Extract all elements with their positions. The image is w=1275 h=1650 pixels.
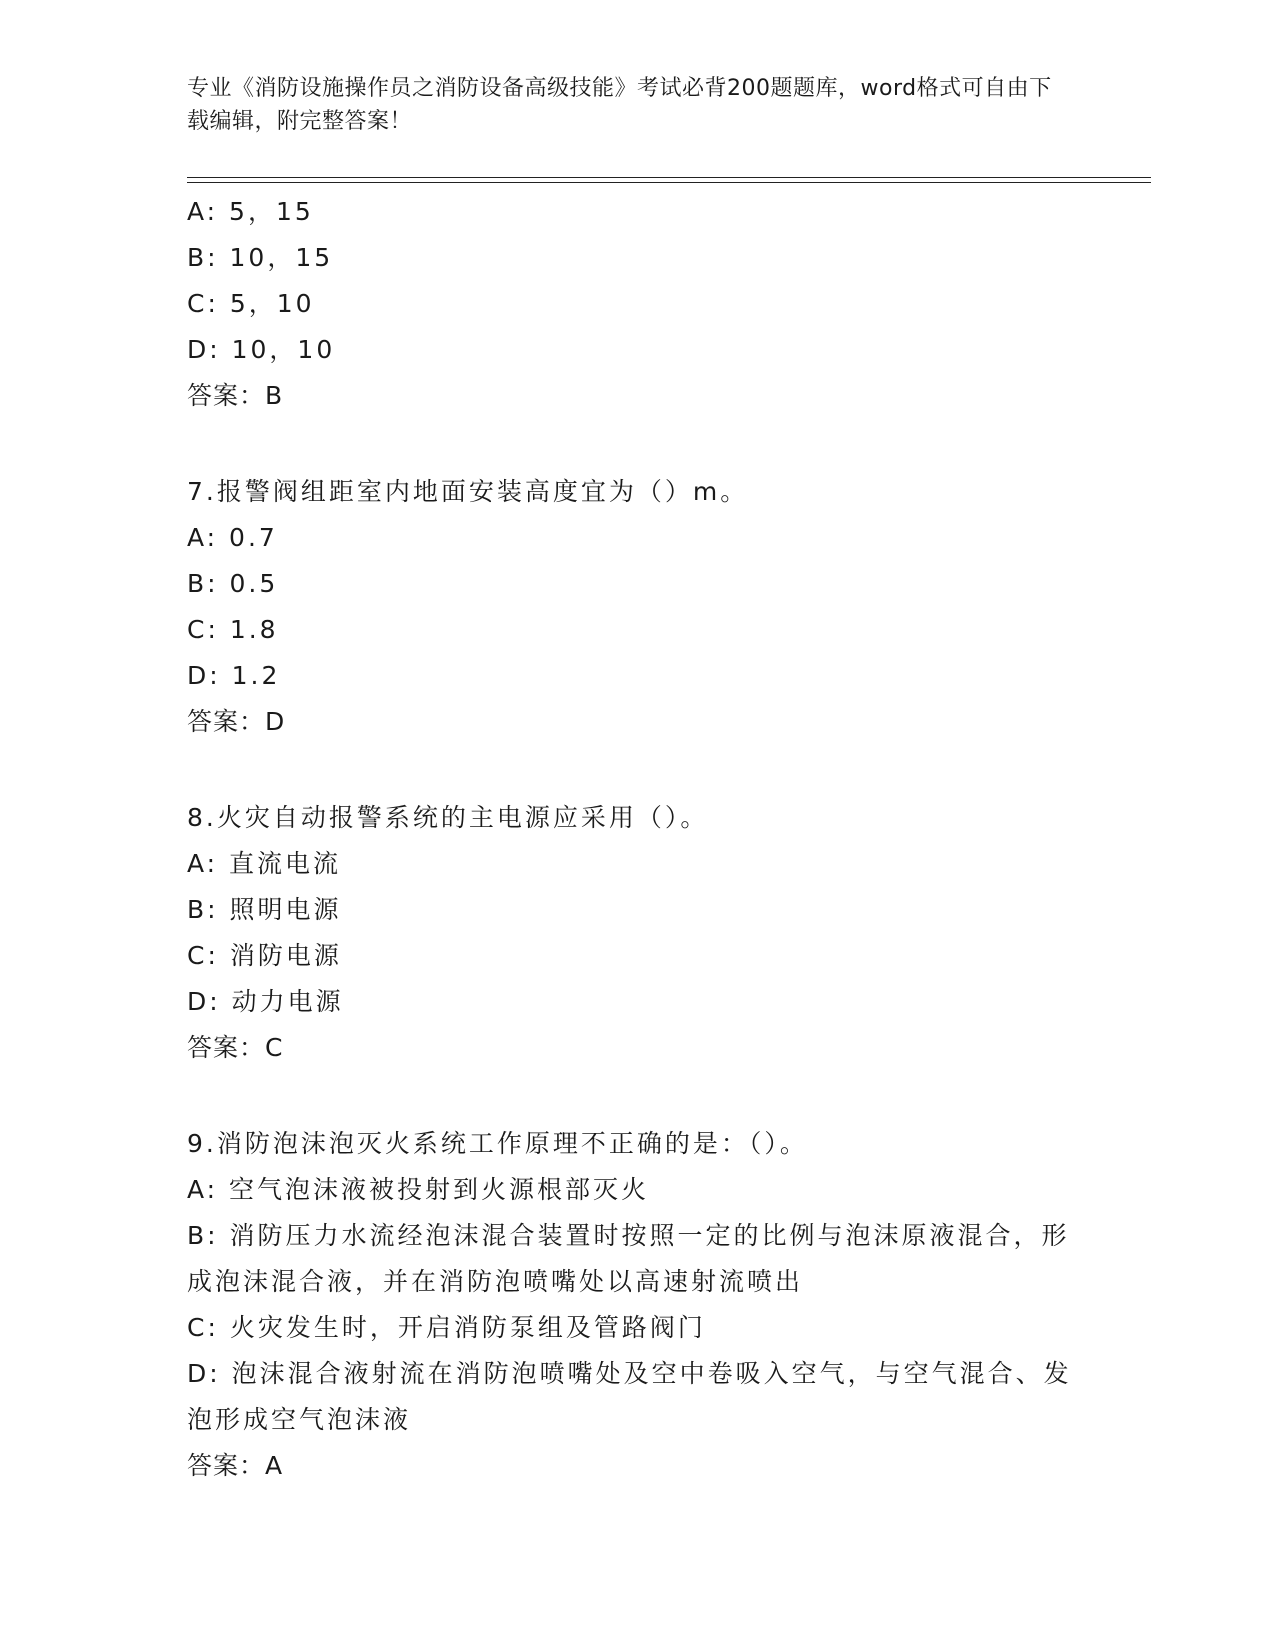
document-body (187, 189, 1087, 1489)
option-a: A: 空气泡沫液被投射到火源根部灭火 (187, 1175, 650, 1204)
option-d: D: 泡沫混合液射流在消防泡喷嘴处及空中卷吸入空气，与空气混合、发泡形成空气泡沫液 (187, 1359, 1072, 1434)
answer: 答案：C (187, 1033, 284, 1062)
option-a: A: 5，15 (187, 197, 314, 226)
question-7-block (187, 469, 1087, 745)
option-d: D: 1.2 (187, 661, 281, 690)
document-header: 专业《消防设施操作员之消防设备高级技能》考试必背200题题库，word格式可自由下载编辑，附完整答案！ (187, 76, 1052, 134)
header-rule-top (187, 177, 1151, 178)
question-text: 8.火灾自动报警系统的主电源应采用（）。 (187, 803, 709, 832)
option-d: D: 动力电源 (187, 987, 344, 1016)
option-c: C: 消防电源 (187, 941, 342, 970)
option-c: C: 火灾发生时，开启消防泵组及管路阀门 (187, 1313, 706, 1342)
answer: 答案：B (187, 381, 284, 410)
question-text: 7.报警阀组距室内地面安装高度宜为（）m。 (187, 477, 749, 506)
option-a: A: 0.7 (187, 523, 278, 552)
option-b: B: 10，15 (187, 243, 334, 272)
answer: 答案：D (187, 707, 286, 736)
question-6-block (187, 189, 1087, 419)
header-rule-bottom (187, 182, 1151, 183)
option-c: C: 5，10 (187, 289, 315, 318)
option-b: B: 照明电源 (187, 895, 342, 924)
option-d: D: 10，10 (187, 335, 336, 364)
question-text: 9.消防泡沫泡灭火系统工作原理不正确的是：（）。 (187, 1129, 808, 1158)
question-9-block (187, 1121, 1087, 1489)
option-b: B: 0.5 (187, 569, 279, 598)
option-c: C: 1.8 (187, 615, 279, 644)
option-a: A: 直流电流 (187, 849, 342, 878)
question-8-block (187, 795, 1087, 1071)
answer: 答案：A (187, 1451, 284, 1480)
option-b: B: 消防压力水流经泡沫混合装置时按照一定的比例与泡沫原液混合，形成泡沫混合液，并在消防泡喷嘴处以高速射流喷出 (187, 1221, 1070, 1296)
